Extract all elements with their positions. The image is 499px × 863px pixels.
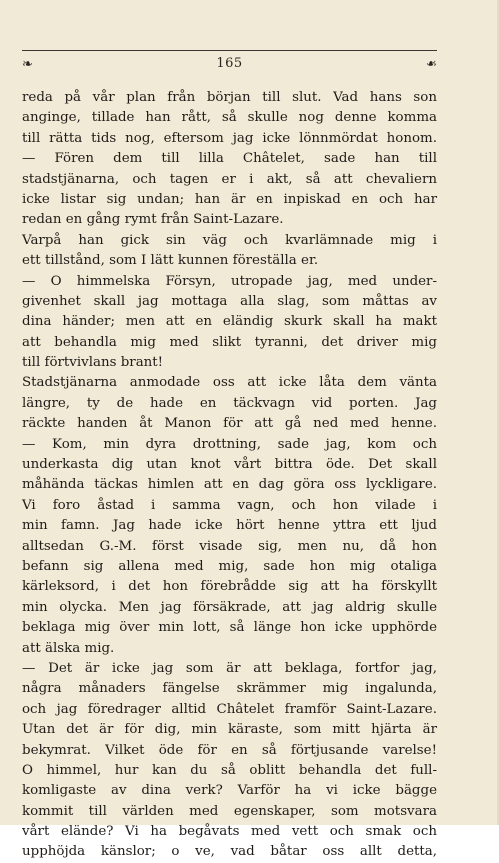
text-line: Varpå han gick sin väg och kvarlämnade mig i [22, 232, 437, 248]
text-line: komligaste av dina verk? Varför ha vi icke bägge [22, 783, 437, 799]
text-line: alltsedan G.-M. först visade sig, men nu, då hon [22, 538, 437, 554]
text-line: dina händer; men att en eländig skurk skall ha makt [22, 314, 437, 330]
text-line: några månaders fängelse skrämmer mig ingalunda, [22, 681, 437, 697]
text-line: till rätta tids nog, eftersom jag icke lönnmördat honom. [22, 130, 437, 146]
text-line: att behandla mig med slikt tyranni, det driver mig [22, 334, 437, 350]
running-header [22, 56, 437, 74]
text-line: längre, ty de hade en täckvagn vid porten. Jag [22, 395, 437, 411]
text-line: beklaga mig över min lott, så länge hon icke upphörde [22, 620, 437, 636]
text-line: bekymrat. Vilket öde för en så förtjusande varelse! [22, 742, 437, 758]
page-number: 165 [216, 56, 243, 71]
text-line: min famn. Jag hade icke hört henne yttra ett ljud [22, 518, 437, 534]
header-rule [22, 50, 437, 51]
text-line: redan en gång rymt från Saint-Lazare. [22, 212, 284, 228]
text-line: O himmel, hur kan du så oblitt behandla det full- [22, 762, 437, 778]
text-line: — Kom, min dyra drottning, sade jag, kom och [22, 436, 437, 452]
text-line: — Det är icke jag som är att beklaga, fortfor jag, [22, 660, 437, 676]
text-line: att älska mig. [22, 640, 115, 656]
text-line: Utan det är för dig, min käraste, som mitt hjärta är [22, 722, 437, 738]
text-line: reda på vår plan från början till slut. Vad hans son [22, 90, 437, 105]
text-line: Vi foro åstad i samma vagn, och hon vilade i [22, 497, 437, 513]
text-line: kärleksord, i det hon förebrådde sig att ha förskyllt [22, 579, 437, 595]
text-line: — Fören dem till lilla Châtelet, sade han till [22, 151, 437, 167]
text-line: och jag föredrager alltid Châtelet framför Saint-Lazare. [22, 701, 437, 717]
text-line: Stadstjänarna anmodade oss att icke låta dem vänta [22, 375, 437, 391]
text-line: ett tillstånd, som I lätt kunnen föreställa er. [22, 253, 319, 269]
text-line: upphöjda känslor; o ve, vad båtar oss allt detta, [22, 844, 437, 860]
text-line: måhända täckas himlen att en dag göra oss lyckligare. [22, 477, 437, 493]
text-line: underkasta dig utan knot vårt bittra öde. Det skall [22, 457, 437, 473]
text-line: vårt elände? Vi ha begåvats med vett och smak och [22, 824, 437, 840]
text-line: stadstjänarna, och tagen er i akt, så att chevaliern [22, 171, 437, 187]
text-line: icke listar sig undan; han är en inpiskad en och har [22, 191, 437, 207]
ornament-swash-icon: ❧ [426, 57, 437, 72]
text-line: — O himmelska Försyn, utropade jag, med under- [22, 273, 437, 289]
ornament-swash-icon: ❧ [22, 57, 33, 72]
text-line: kommit till världen med egenskaper, som motsvara [22, 803, 437, 819]
text-line: till förtvivlans brant! [22, 355, 164, 371]
body-text [22, 88, 437, 863]
text-line: givenhet skall jag mottaga alla slag, som måttas av [22, 293, 437, 309]
text-line: min olycka. Men jag försäkrade, att jag aldrig skulle [22, 599, 437, 615]
text-line: befann sig allena med mig, sade hon mig otaliga [22, 558, 437, 574]
text-line: räckte handen åt Manon för att gå ned med henne. [22, 416, 437, 432]
text-line: anginge, tillade han rått, så skulle nog denne komma [22, 110, 437, 126]
